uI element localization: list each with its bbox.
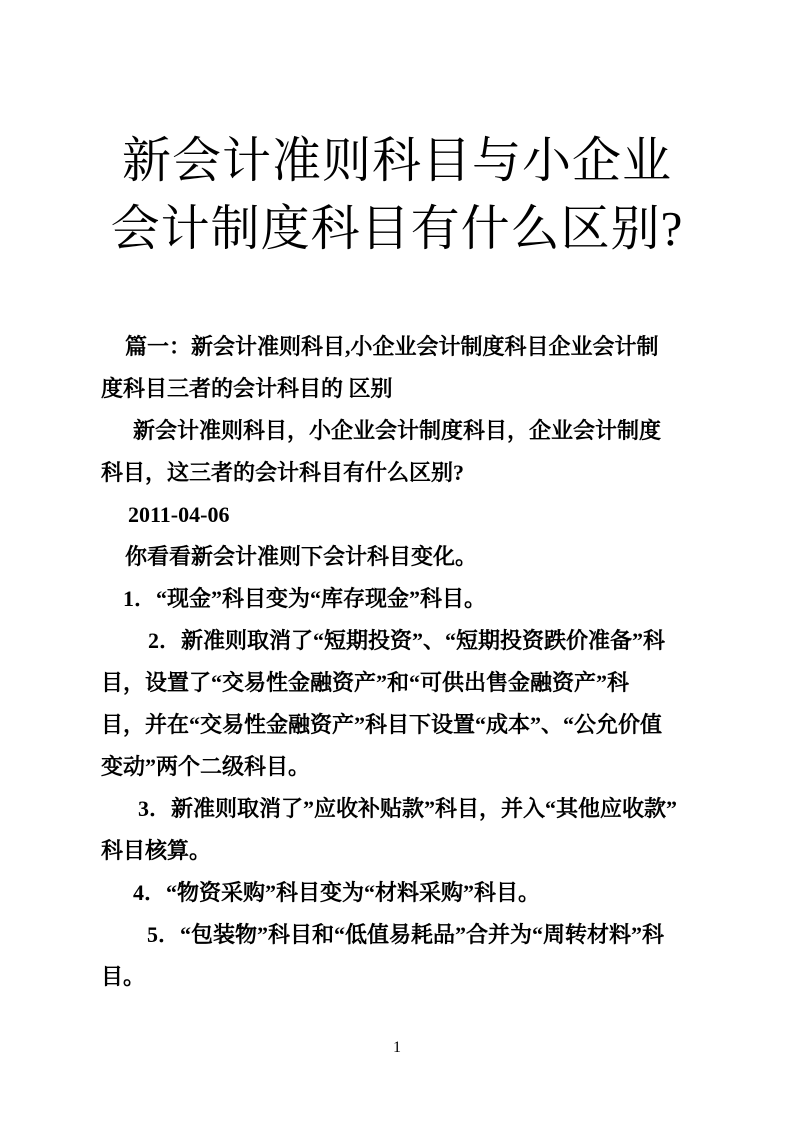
paragraph-line: 3．新准则取消了”应收补贴款”科目，并入“其他应收款” bbox=[138, 796, 678, 821]
paragraph-line: 度科目三者的会计科目的 区别 bbox=[101, 376, 393, 401]
paragraph bbox=[101, 914, 701, 998]
paragraph bbox=[101, 326, 701, 410]
paragraph-line: 2．新准则取消了“短期投资”、“短期投资跌价准备”科 bbox=[148, 628, 666, 653]
title-line: 会计制度科目有什么区别? bbox=[110, 201, 684, 256]
document-body bbox=[101, 326, 701, 998]
title-line: 新会计准则科目与小企业 bbox=[121, 133, 672, 188]
paragraph bbox=[101, 578, 701, 620]
paragraph-line: 目，设置了“交易性金融资产”和“可供出售金融资产”科 bbox=[101, 670, 630, 695]
paragraph-line: 5．“包装物”科目和“低值易耗品”合并为“周转材料”科 bbox=[147, 922, 665, 947]
paragraph-line: 目，并在“交易性金融资产”科目下设置“成本”、“公允价值 bbox=[101, 712, 663, 737]
paragraph-line: 新会计准则科目，小企业会计制度科目，企业会计制度 bbox=[133, 418, 662, 443]
paragraph bbox=[101, 410, 701, 494]
paragraph-line: 科目，这三者的会计科目有什么区别? bbox=[101, 460, 465, 485]
page-number: 1 bbox=[393, 1039, 401, 1056]
paragraph-line: 1．“现金”科目变为“库存现金”科目。 bbox=[123, 586, 487, 611]
paragraph bbox=[101, 872, 701, 914]
document-title bbox=[0, 127, 794, 263]
paragraph-line: 2011-04-06 bbox=[128, 502, 230, 527]
paragraph bbox=[101, 536, 701, 578]
paragraph bbox=[101, 494, 701, 536]
paragraph bbox=[101, 788, 701, 872]
paragraph-line: 目。 bbox=[101, 964, 146, 989]
paragraph-line: 篇一：新会计准则科目,小企业会计制度科目企业会计制 bbox=[125, 334, 659, 359]
paragraph bbox=[101, 620, 701, 788]
paragraph-line: 你看看新会计准则下会计科目变化。 bbox=[125, 544, 478, 569]
paragraph-line: 4．“物资采购”科目变为“材料采购”科目。 bbox=[133, 880, 541, 905]
paragraph-line: 科目核算。 bbox=[101, 838, 212, 863]
paragraph-line: 变动”两个二级科目。 bbox=[101, 754, 311, 779]
